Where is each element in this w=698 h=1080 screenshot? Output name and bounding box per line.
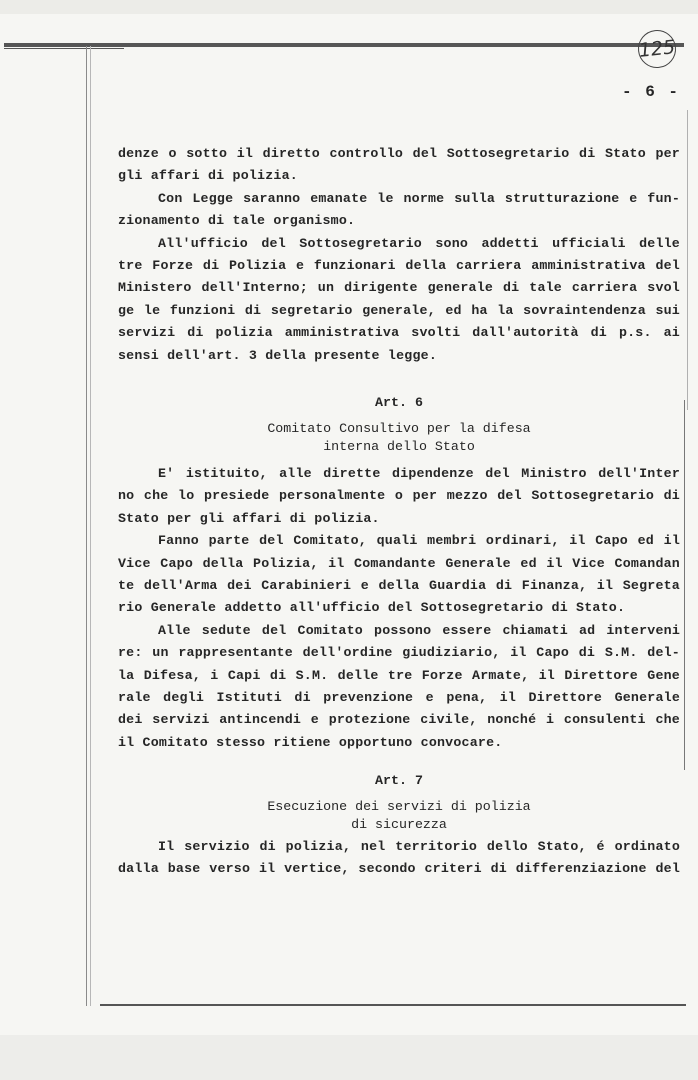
top-rule <box>4 43 684 47</box>
right-margin-mark <box>684 400 685 770</box>
text-line: Ministero dell'Interno; un dirigente generale di tale carriera svol <box>118 280 680 296</box>
text-line: te dell'Arma dei Carabinieri e della Guardia di Finanza, il Segreta <box>118 578 680 594</box>
paragraph-block-1 <box>118 143 680 367</box>
article-title: interna dello Stato <box>323 439 475 454</box>
page-number: - 6 - <box>622 83 681 101</box>
bottom-rule <box>100 1004 686 1006</box>
article-6-heading <box>118 394 680 456</box>
article-title: Comitato Consultivo per la difesa <box>267 421 531 436</box>
article-7-heading <box>118 772 680 834</box>
left-margin-rule-faint <box>90 46 91 1006</box>
text-line: Il servizio di polizia, nel territorio dello Stato, é ordinato <box>158 839 680 854</box>
scan-edge-bottom <box>0 1035 698 1080</box>
right-margin-mark-faint <box>687 110 688 410</box>
text-line: rio Generale addetto all'ufficio del Sottosegretario di Stato. <box>118 600 626 616</box>
article-title: di sicurezza <box>351 817 447 832</box>
text-line: tre Forze di Polizia e funzionari della carriera amministrativa del <box>118 258 680 274</box>
paragraph-block-2 <box>118 463 680 754</box>
article-number: Art. 7 <box>375 773 423 788</box>
text-line: E' istituito, alle dirette dipendenze del Ministro dell'Inter <box>158 466 680 481</box>
text-line: Alle sedute del Comitato possono essere chiamati ad interveni <box>158 622 680 638</box>
text-line: zionamento di tale organismo. <box>118 213 356 229</box>
text-line: Fanno parte del Comitato, quali membri ordinari, il Capo ed il <box>158 533 680 549</box>
text-line: servizi di polizia amministrativa svolti dall'autorità di p.s. ai <box>118 325 680 341</box>
text-line: la Difesa, i Capi di S.M. delle tre Forze Armate, il Direttore Gene <box>118 667 680 683</box>
article-title: Esecuzione dei servizi di polizia <box>267 799 531 814</box>
top-rule-thin <box>4 48 124 49</box>
text-line: re: un rappresentante dell'ordine giudiziario, il Capo di S.M. del- <box>118 645 680 661</box>
text-line: Stato per gli affari di polizia. <box>118 510 380 526</box>
text-line: dalla base verso il vertice, secondo criteri di differenziazione del <box>118 861 680 877</box>
text-line: gli affari di polizia. <box>118 168 298 184</box>
page-stamp: 125 <box>636 28 678 70</box>
article-number: Art. 6 <box>375 395 423 410</box>
text-line: Con Legge saranno emanate le norme sulla strutturazione e fun- <box>158 190 680 206</box>
text-line: denze o sotto il diretto controllo del Sottosegretario di Stato per <box>118 146 680 161</box>
text-line: dei servizi antincendi e protezione civile, nonché i consulenti che <box>118 712 680 728</box>
text-line: ge le funzioni di segretario generale, ed ha la sovraintendenza sui <box>118 302 680 318</box>
paragraph-block-3 <box>118 836 680 881</box>
text-line: rale degli Istituti di prevenzione e pena, il Direttore Generale <box>118 690 680 706</box>
text-line: All'ufficio del Sottosegretario sono addetti ufficiali delle <box>158 235 680 251</box>
text-line: Vice Capo della Polizia, il Comandante Generale ed il Vice Comandan <box>118 555 680 571</box>
left-margin-rule <box>86 46 87 1006</box>
text-line: no che lo presiede personalmente o per mezzo del Sottosegretario di <box>118 488 680 504</box>
scan-edge-top <box>0 0 698 14</box>
text-line: il Comitato stesso ritiene opportuno convocare. <box>118 734 503 750</box>
text-line: sensi dell'art. 3 della presente legge. <box>118 347 437 363</box>
